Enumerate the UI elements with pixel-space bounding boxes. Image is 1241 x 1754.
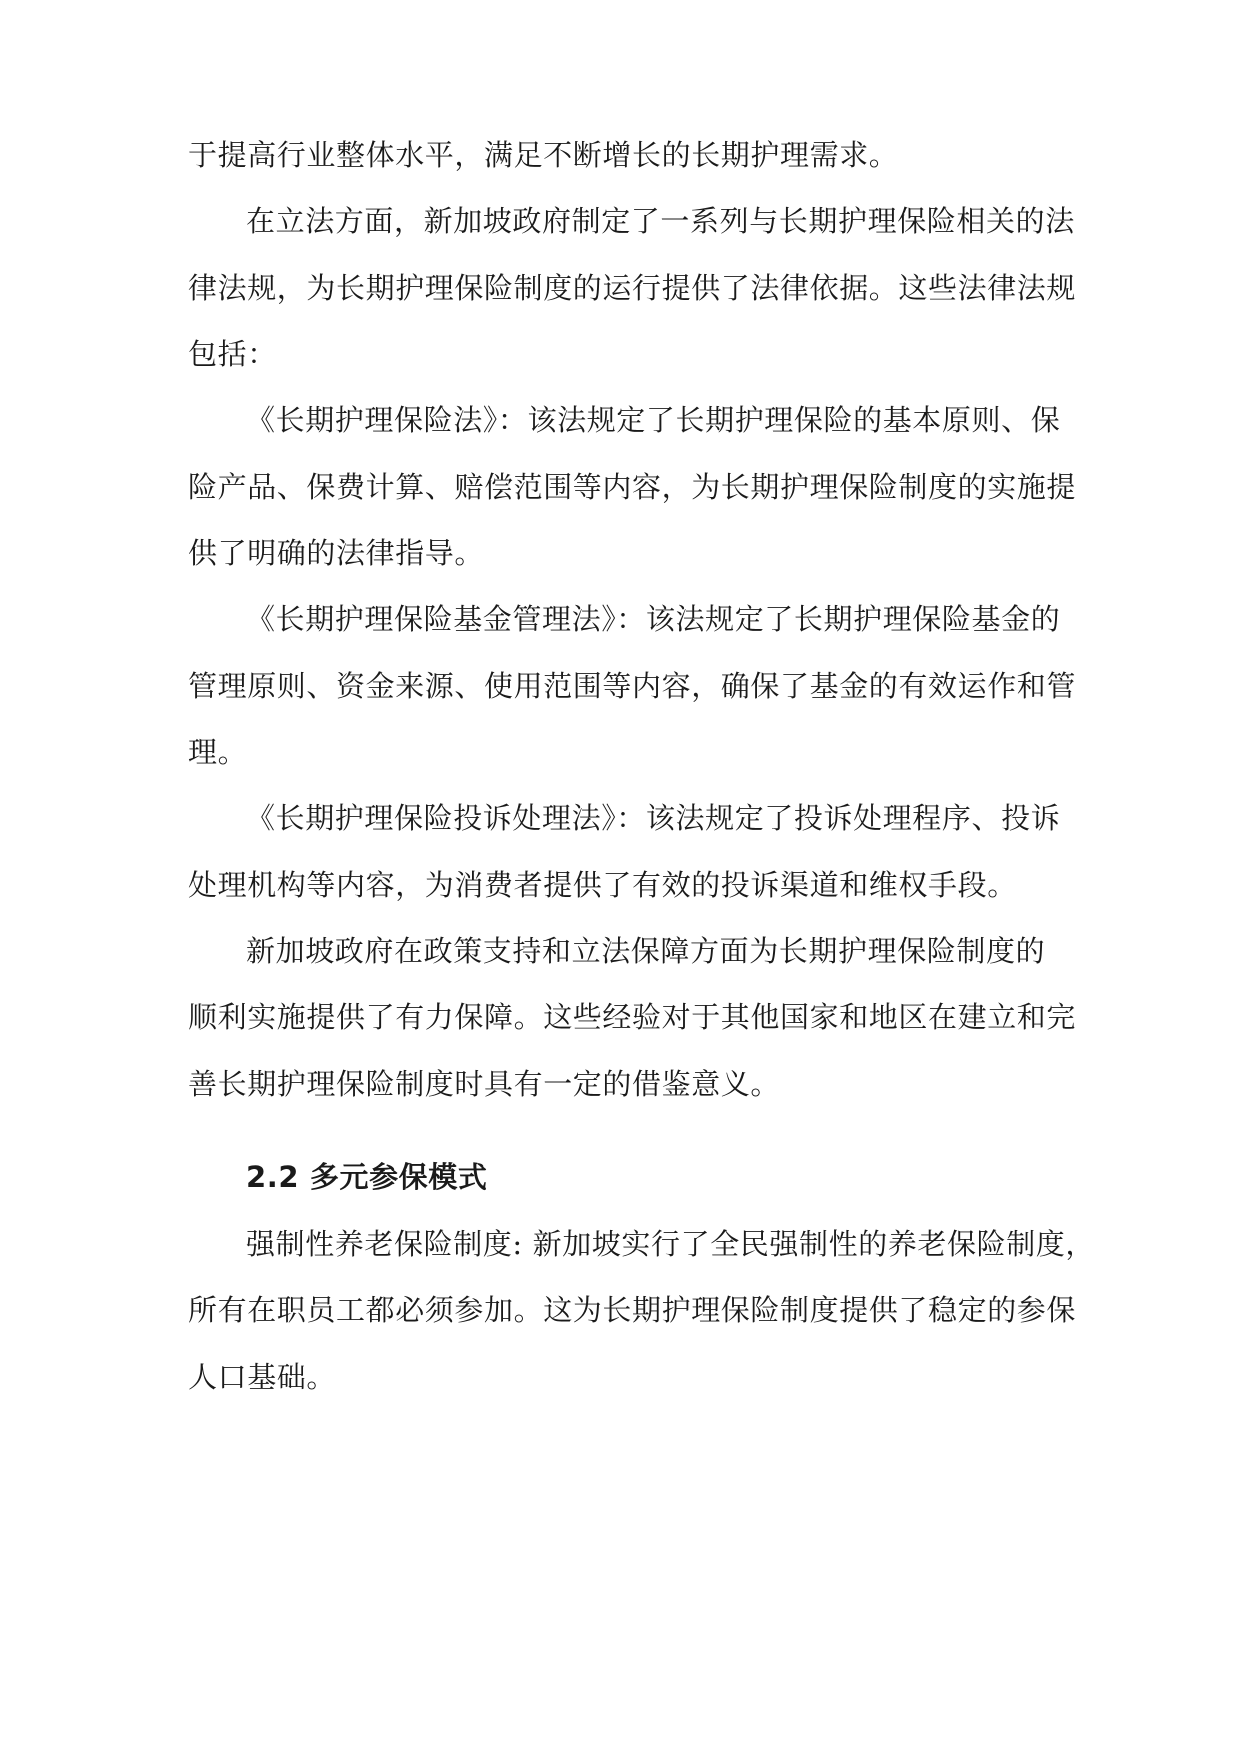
paragraph-line: 善长期护理保险制度时具有一定的借鉴意义。 <box>188 1067 781 1101</box>
paragraph-line: 在立法方面，新加坡政府制定了一系列与长期护理保险相关的法 <box>246 204 1075 238</box>
paragraph-line: 包括： <box>188 337 277 371</box>
paragraph-line: 供了明确的法律指导。 <box>188 536 485 570</box>
paragraph-line: 新加坡政府在政策支持和立法保障方面为长期护理保险制度的 <box>246 934 1046 968</box>
paragraph-line: 人口基础。 <box>188 1360 337 1394</box>
paragraph-line: 律法规，为长期护理保险制度的运行提供了法律依据。这些法律法规 <box>188 271 1077 305</box>
paragraph-line: 强制性养老保险制度: 新加坡实行了全民强制性的养老保险制度， <box>246 1227 1095 1261</box>
section-heading: 2.2 多元参保模式 <box>246 1160 488 1194</box>
paragraph-line: 于提高行业整体水平，满足不断增长的长期护理需求。 <box>188 138 899 172</box>
paragraph-line: 《长期护理保险投诉处理法》：该法规定了投诉处理程序、投诉 <box>246 801 1061 835</box>
paragraph-line: 《长期护理保险法》：该法规定了长期护理保险的基本原则、保 <box>246 403 1061 437</box>
paragraph-line: 《长期护理保险基金管理法》：该法规定了长期护理保险基金的 <box>246 602 1061 636</box>
paragraph-line: 处理机构等内容，为消费者提供了有效的投诉渠道和维权手段。 <box>188 868 1017 902</box>
paragraph-line: 理。 <box>188 735 248 769</box>
paragraph-line: 险产品、保费计算、赔偿范围等内容，为长期护理保险制度的实施提 <box>188 470 1077 504</box>
paragraph-line: 顺利实施提供了有力保障。这些经验对于其他国家和地区在建立和完 <box>188 1000 1077 1034</box>
paragraph-line: 所有在职员工都必须参加。这为长期护理保险制度提供了稳定的参保 <box>188 1293 1077 1327</box>
paragraph-line: 管理原则、资金来源、使用范围等内容，确保了基金的有效运作和管 <box>188 669 1077 703</box>
